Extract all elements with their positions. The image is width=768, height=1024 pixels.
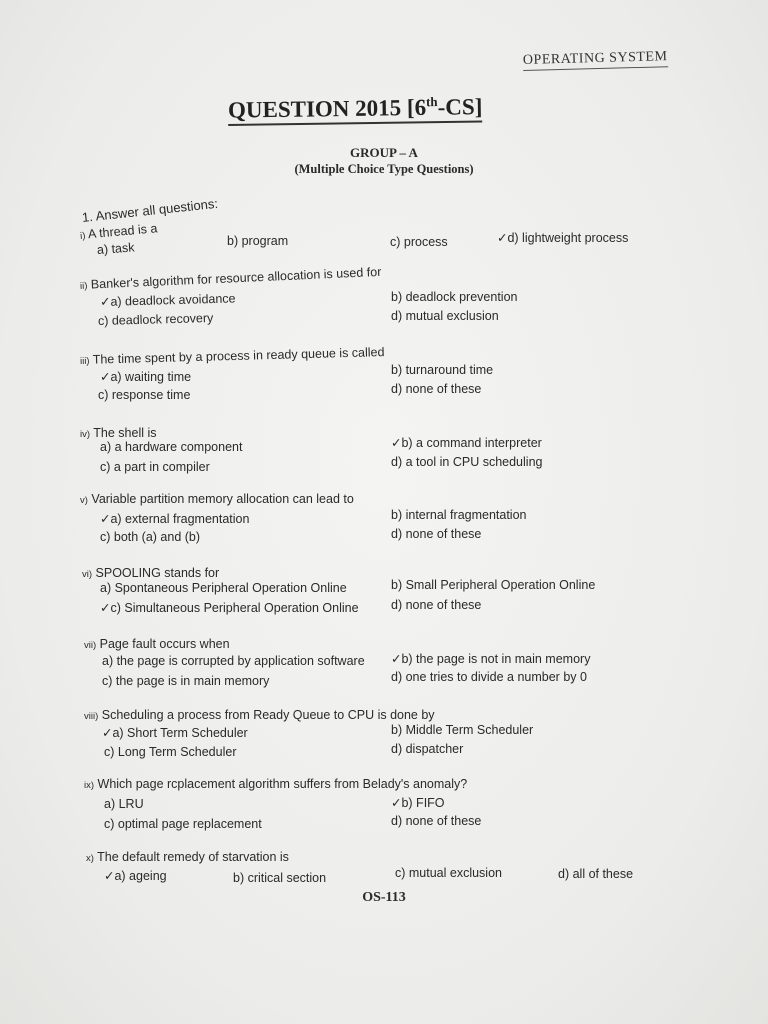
option-6d: d) none of these xyxy=(391,598,482,612)
question-number: viii) xyxy=(84,711,99,722)
option-2a: ✓a) deadlock avoidance xyxy=(99,291,236,309)
option-5d: d) none of these xyxy=(391,527,482,541)
question-9 xyxy=(84,777,467,791)
option-9b: ✓b) FIFO xyxy=(391,796,445,810)
question-1 xyxy=(79,221,158,242)
page-code: OS-113 xyxy=(362,890,406,905)
option-10c: c) mutual exclusion xyxy=(395,866,502,880)
question-number: i) xyxy=(79,230,86,242)
option-7a: a) the page is corrupted by application software xyxy=(102,654,365,668)
option-9c: c) optimal page replacement xyxy=(104,817,262,831)
option-5b: b) internal fragmentation xyxy=(391,508,527,522)
question-6 xyxy=(82,566,219,580)
option-5c: c) both (a) and (b) xyxy=(100,530,201,544)
option-3d: d) none of these xyxy=(391,382,482,396)
question-text: Scheduling a process from Ready Queue to CPU is done by xyxy=(101,708,435,722)
option-7d: d) one tries to divide a number by 0 xyxy=(391,670,587,684)
option-5a: ✓a) external fragmentation xyxy=(100,512,250,526)
option-1a: a) task xyxy=(96,240,135,257)
page-title xyxy=(228,88,483,125)
question-number: iii) xyxy=(79,355,90,367)
question-number: v) xyxy=(80,495,88,506)
option-6a: a) Spontaneous Peripheral Operation Online xyxy=(100,581,347,595)
option-4a: a) a hardware component xyxy=(100,440,243,454)
question-text: A thread is a xyxy=(87,221,158,242)
option-2b: b) deadlock prevention xyxy=(391,290,518,304)
subject-header: OPERATING SYSTEM xyxy=(523,49,668,71)
title-main: QUESTION 2015 [6 xyxy=(227,94,427,123)
option-9d: d) none of these xyxy=(391,814,482,828)
option-8b: b) Middle Term Scheduler xyxy=(391,723,534,737)
question-4 xyxy=(80,426,157,440)
question-text: Variable partition memory allocation can lead to xyxy=(91,492,354,506)
question-number: iv) xyxy=(80,429,91,440)
option-6b: b) Small Peripheral Operation Online xyxy=(391,578,596,592)
question-3 xyxy=(80,345,385,367)
question-text: Banker's algorithm for resource allocation is used for xyxy=(90,264,382,292)
question-text: SPOOLING stands for xyxy=(95,566,220,580)
option-1c: c) process xyxy=(390,235,448,249)
option-10d: d) all of these xyxy=(558,867,634,881)
option-3a: ✓a) waiting time xyxy=(100,370,192,384)
option-1d: ✓d) lightweight process xyxy=(497,231,629,245)
group-title: GROUP – A xyxy=(350,145,418,160)
option-8d: d) dispatcher xyxy=(391,742,464,756)
question-number: x) xyxy=(86,853,94,864)
title-suffix: -CS] xyxy=(437,94,483,120)
option-7c: c) the page is in main memory xyxy=(102,674,270,688)
option-7b: ✓b) the page is not in main memory xyxy=(391,652,591,666)
question-number: ix) xyxy=(84,780,95,791)
option-4d: d) a tool in CPU scheduling xyxy=(391,455,543,469)
option-1b: b) program xyxy=(227,234,289,248)
question-10 xyxy=(86,850,289,864)
question-text: The default remedy of starvation is xyxy=(97,850,289,864)
option-6c: ✓c) Simultaneous Peripheral Operation Online xyxy=(100,601,359,615)
option-8c: c) Long Term Scheduler xyxy=(104,745,237,759)
option-8a: ✓a) Short Term Scheduler xyxy=(102,726,248,740)
option-2c: c) deadlock recovery xyxy=(97,310,214,328)
option-4b: ✓b) a command interpreter xyxy=(391,436,542,450)
question-text: The time spent by a process in ready queue is called xyxy=(92,345,385,367)
question-text: Which page rcplacement algorithm suffers from Belady's anomaly? xyxy=(97,777,468,791)
question-7 xyxy=(84,637,230,651)
title-superscript: th xyxy=(425,94,438,110)
question-text: The shell is xyxy=(93,426,157,440)
instruction: 1. Answer all questions: xyxy=(81,195,219,225)
option-10a: ✓a) ageing xyxy=(104,869,167,883)
option-10b: b) critical section xyxy=(233,871,327,885)
question-number: ii) xyxy=(79,280,88,292)
question-text: Page fault occurs when xyxy=(99,637,230,651)
question-2 xyxy=(80,265,382,292)
question-number: vi) xyxy=(82,569,93,580)
question-8 xyxy=(84,708,435,722)
option-9a: a) LRU xyxy=(104,797,144,811)
option-3b: b) turnaround time xyxy=(391,363,494,377)
question-5 xyxy=(80,492,354,506)
group-subtitle: (Multiple Choice Type Questions) xyxy=(294,162,474,176)
option-3c: c) response time xyxy=(98,388,191,402)
option-4c: c) a part in compiler xyxy=(100,460,210,474)
option-2d: d) mutual exclusion xyxy=(391,309,499,323)
question-number: vii) xyxy=(84,640,97,651)
